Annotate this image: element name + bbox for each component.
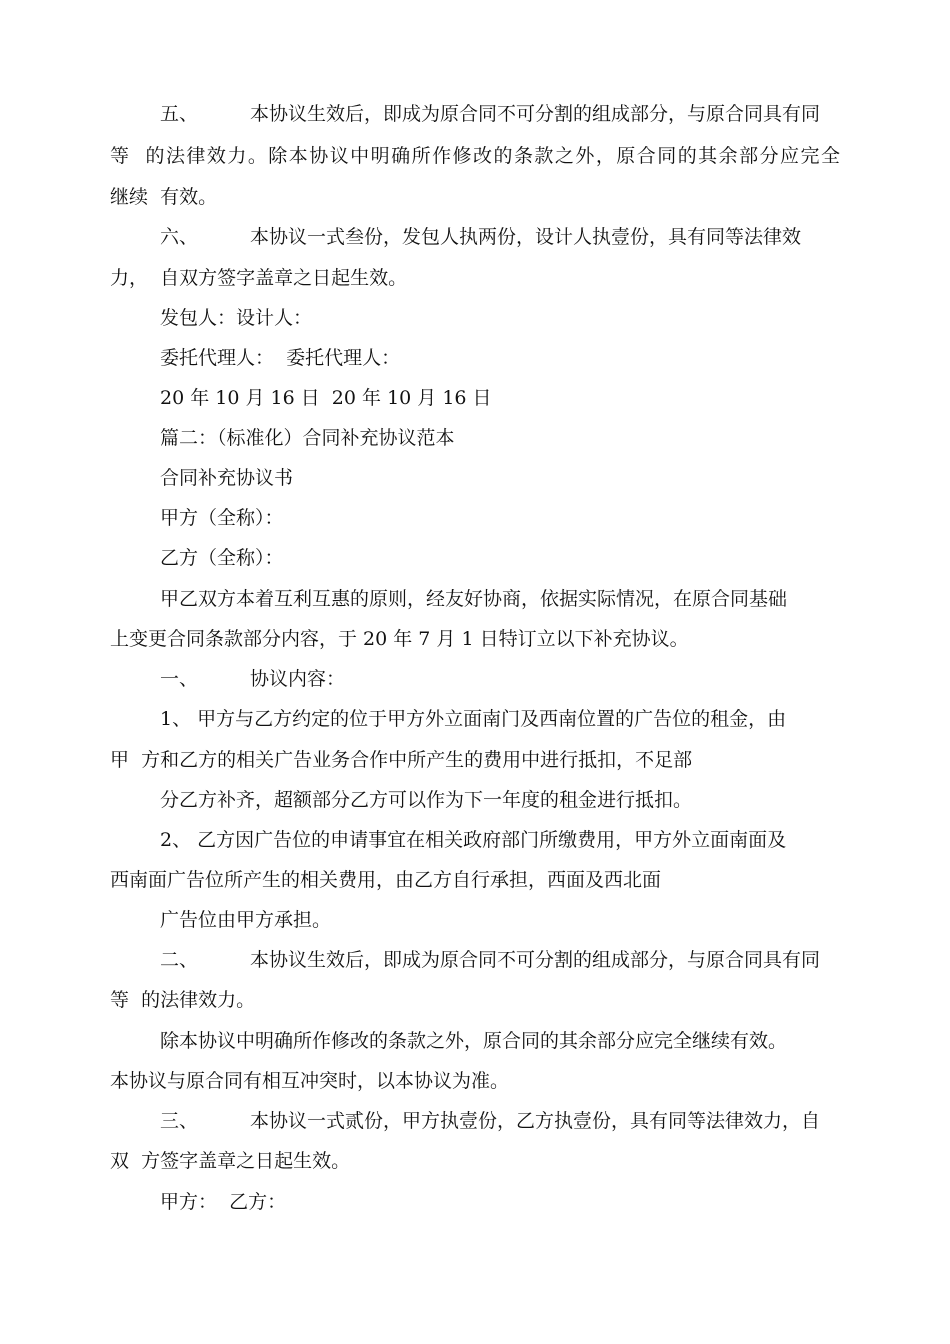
clause-2-line-4: 本协议与原合同有相互冲突时，以本协议为准。 — [110, 1070, 510, 1092]
clause-3-line-2: 双 方签字盖章之日起生效。 — [110, 1150, 351, 1172]
section-6-line-2: 力， 自双方签字盖章之日起生效。 — [110, 267, 408, 289]
section-5-line-3: 继续 有效。 — [110, 186, 218, 208]
clause-1-title: 协议内容： — [250, 668, 346, 690]
item-2-line-1: 2、 乙方因广告位的申请事宜在相关政府部门所缴费用，甲方外立面南面及 — [160, 829, 787, 851]
clause-1-heading — [160, 666, 345, 692]
section-6-text-1: 本协议一式叁份，发包人执两份，设计人执壹份，具有同等法律效 — [250, 226, 802, 248]
section-6-line-1 — [160, 224, 801, 250]
clause-3-text-1: 本协议一式贰份，甲方执壹份，乙方执壹份，具有同等法律效力，自 — [250, 1110, 821, 1132]
clause-2-number: 二、 — [160, 949, 199, 971]
clause-2-line-2: 等 的法律效力。 — [110, 989, 256, 1011]
item-2-line-2: 西南面广告位所产生的相关费用，由乙方自行承担，西面及西北面 — [110, 869, 662, 891]
item-2-line-3: 广告位由甲方承担。 — [160, 909, 332, 931]
clause-3-line-1 — [160, 1108, 820, 1134]
signature-agents: 委托代理人： 委托代理人： — [160, 347, 401, 369]
section-5-number: 五、 — [160, 103, 199, 125]
section-5-line-2: 等 的法律效力。除本协议中明确所作修改的条款之外，原合同的其余部分应完全 — [110, 145, 840, 167]
party-b-label: 乙方（全称）： — [160, 547, 284, 569]
item-1-line-2: 甲 方和乙方的相关广告业务合作中所产生的费用中进行抵扣，不足部 — [110, 749, 693, 771]
signature-dates: 20 年 10 月 16 日 20 年 10 月 16 日 — [160, 387, 492, 409]
intro-line-2: 上变更合同条款部分内容，于 20 年 7 月 1 日特订立以下补充协议。 — [110, 628, 689, 650]
final-signature: 甲方： 乙方： — [160, 1191, 287, 1213]
section-5-line-1 — [160, 101, 820, 127]
intro-line-1: 甲乙双方本着互利互惠的原则，经友好协商，依据实际情况，在原合同基础 — [160, 588, 788, 610]
clause-3-number: 三、 — [160, 1110, 199, 1132]
agreement-title: 合同补充协议书 — [160, 467, 294, 489]
item-1-line-1: 1、 甲方与乙方约定的位于甲方外立面南门及西南位置的广告位的租金，由 — [160, 708, 787, 730]
item-1-line-3: 分乙方补齐，超额部分乙方可以作为下一年度的租金进行抵扣。 — [160, 789, 693, 811]
clause-2-line-1 — [160, 947, 820, 973]
clause-1-number: 一、 — [160, 668, 199, 690]
signature-parties: 发包人：设计人： — [160, 307, 313, 329]
part2-heading: 篇二：（标准化）合同补充协议范本 — [160, 427, 455, 449]
party-a-label: 甲方（全称）： — [160, 507, 284, 529]
clause-2-line-3: 除本协议中明确所作修改的条款之外，原合同的其余部分应完全继续有效。 — [160, 1030, 788, 1052]
section-6-number: 六、 — [160, 226, 199, 248]
clause-2-text-1: 本协议生效后，即成为原合同不可分割的组成部分，与原合同具有同 — [250, 949, 821, 971]
section-5-text-1: 本协议生效后，即成为原合同不可分割的组成部分，与原合同具有同 — [250, 103, 821, 125]
